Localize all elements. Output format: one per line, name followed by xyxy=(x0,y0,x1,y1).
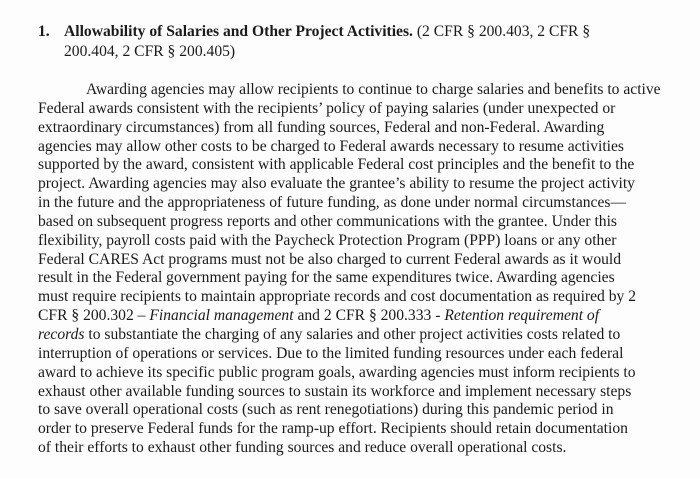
paragraph-line: exhaust other available funding sources to sustain its workforce and implement necessary steps xyxy=(38,382,632,400)
paragraph-line: Federal CARES Act programs must not be also charged to current Federal awards as it would xyxy=(38,250,622,268)
citation-title-retention: Retention requirement of xyxy=(444,307,600,325)
body-paragraph xyxy=(38,81,678,458)
paragraph-line: of their efforts to exhaust other funding sources and reduce overall operational costs. xyxy=(38,439,567,457)
citation-text: CFR § 200.302 – xyxy=(38,307,150,325)
paragraph-line: extraordinary circumstances) from all funding sources, Federal and non-Federal. Awarding xyxy=(38,118,605,136)
section-number: 1. xyxy=(38,23,50,40)
paragraph-line: award to achieve its specific public program goals, awarding agencies must inform recipients to xyxy=(38,363,636,381)
paragraph-line: order to preserve Federal funds for the ramp-up effort. Recipients should retain documentation xyxy=(38,420,628,438)
paragraph-line: Federal awards consistent with the recipients’ policy of paying salaries (under unexpected or xyxy=(38,99,616,117)
citation-title-financial-management: Financial management xyxy=(149,307,294,325)
paragraph-text: to substantiate the charging of any salaries and other project activities costs related to xyxy=(84,325,621,343)
paragraph-line: interruption of operations or services. Due to the limited funding resources under each federal xyxy=(38,344,624,362)
section-title: Allowability of Salaries and Other Project Activities. xyxy=(64,23,413,40)
paragraph-line: agencies may allow other costs to be charged to Federal awards necessary to resume activities xyxy=(38,137,624,155)
citation-title-records: records xyxy=(38,325,85,343)
section-heading-line-1 xyxy=(64,22,678,42)
paragraph-line: flexibility, payroll costs paid with the Paycheck Protection Program (PPP) loans or any other xyxy=(38,231,617,249)
section-citation-2: 200.404, 2 CFR § 200.405) xyxy=(64,43,236,60)
paragraph-line: in the future and the appropriateness of future funding, as done under normal circumstances— xyxy=(38,194,627,212)
section-heading xyxy=(38,22,678,62)
paragraph-line: based on subsequent progress reports and other communications with the grantee. Under this xyxy=(38,212,617,230)
paragraph-line xyxy=(38,307,678,326)
paragraph-line: supported by the award, consistent with applicable Federal cost principles and the benefit to the xyxy=(38,156,635,174)
paragraph-line: must require recipients to maintain appropriate records and cost documentation as required by 2 xyxy=(38,288,636,306)
citation-text: and 2 CFR § 200.333 - xyxy=(293,307,445,325)
paragraph-line: project. Awarding agencies may also evaluate the grantee’s ability to resume the project activity xyxy=(38,175,635,193)
section-citation-1: (2 CFR § 200.403, 2 CFR § xyxy=(416,23,591,40)
paragraph-line xyxy=(38,326,678,345)
paragraph-line: Awarding agencies may allow recipients to continue to charge salaries and benefits to active xyxy=(86,81,661,98)
paragraph-line: result in the Federal government paying for the same expenditures twice. Awarding agencies xyxy=(38,269,615,287)
paragraph-line: to save overall operational costs (such as rent renegotiations) during this pandemic period in xyxy=(38,401,614,419)
